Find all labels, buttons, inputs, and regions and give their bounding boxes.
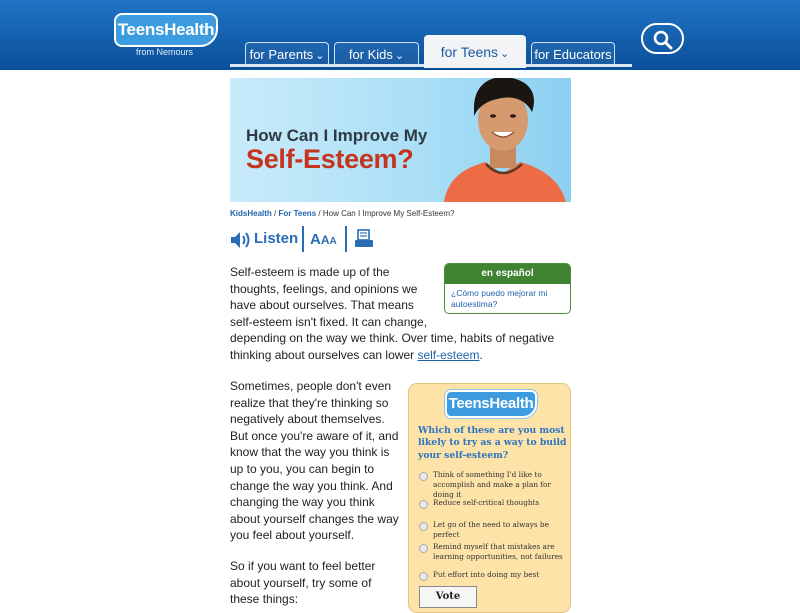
teen-photo [434, 78, 571, 202]
vote-button[interactable]: Vote [419, 586, 477, 608]
breadcrumb-separator: / [274, 209, 277, 218]
radio-button[interactable] [419, 522, 428, 531]
breadcrumb-current: How Can I Improve My Self-Esteem? [322, 209, 455, 218]
spanish-heading: en español [445, 264, 570, 284]
listen-label: Listen [254, 230, 299, 247]
teenshealth-logo[interactable]: TeensHealth [114, 13, 218, 47]
poll-option-label: Think of something I'd like to accomplish and make a plan for doing it [433, 470, 551, 499]
tab-for-parents[interactable] [245, 42, 329, 66]
poll-teenshealth-logo: TeensHealth [445, 390, 537, 418]
tool-divider [302, 226, 304, 252]
article-paragraph-3: So if you want to feel better about yourself, try some of these things: [230, 559, 376, 607]
chevron-down-icon: ⌄ [500, 48, 510, 60]
text-size-small: A [329, 236, 337, 247]
search-button[interactable] [641, 23, 684, 54]
tool-divider [345, 226, 347, 252]
hero-title-line1: How Can I Improve My [246, 126, 428, 145]
spanish-article-link[interactable]: ¿Cómo puedo mejorar mi autoestima? [451, 288, 548, 309]
site-header [0, 0, 800, 70]
text-size-button[interactable] [310, 231, 337, 249]
paragraph-text-end: . [479, 347, 483, 362]
breadcrumb-kidshealth[interactable]: KidsHealth [230, 209, 272, 218]
tab-label: for Educators [534, 47, 612, 62]
tab-for-teens[interactable] [424, 35, 526, 68]
poll-option-label: Reduce self-critical thoughts [433, 498, 540, 507]
tab-label: for Kids [348, 47, 393, 62]
radio-button[interactable] [419, 544, 428, 553]
radio-button[interactable] [419, 472, 428, 481]
breadcrumb-for-teens[interactable]: For Teens [278, 209, 317, 218]
text-size-large: A [310, 231, 321, 248]
search-icon [653, 30, 673, 50]
text-size-medium: A [320, 233, 330, 247]
chevron-down-icon: ⌄ [315, 50, 325, 62]
radio-button[interactable] [419, 572, 428, 581]
poll-box [408, 383, 571, 613]
speaker-icon [229, 230, 251, 250]
poll-option-label: Put effort into doing my best [433, 570, 540, 579]
spanish-box [444, 263, 571, 314]
chevron-down-icon: ⌄ [394, 50, 405, 62]
self-esteem-link[interactable]: self-esteem [417, 347, 480, 362]
tab-for-kids[interactable] [334, 42, 419, 66]
paragraph-text: Self-esteem is made up of the thoughts, feelings, and opinions we have about ourselves. That means self-esteem isn't fixed. It can change, depending on the way we think. Over time, habits of negative thinking about ourselves can lower [230, 265, 555, 362]
breadcrumb-separator: / [318, 209, 321, 218]
logo-subtitle: from Nemours [136, 47, 194, 57]
poll-option-label: Remind myself that mistakes are learning opportunities, not failures [433, 542, 563, 561]
poll-question: Which of these are you most likely to try as a way to build your self-esteem? [418, 425, 567, 461]
poll-option-label: Let go of the need to always be perfect [433, 520, 549, 539]
hero-title-line2: Self-Esteem? [246, 144, 414, 174]
tab-label: for Parents [249, 47, 314, 62]
radio-button[interactable] [419, 500, 428, 509]
listen-button[interactable] [229, 228, 299, 250]
article-paragraph-2: Sometimes, people don't even realize that they're thinking so negatively about themselves. But once you're aware of it, and know that the way you think is up to you, you can begin to change the way you think. And changing the way you think about yourself changes the way you feel about yourself. [230, 379, 399, 543]
tab-label: for Teens [440, 44, 499, 60]
print-icon[interactable] [354, 229, 374, 249]
hero-banner [230, 78, 571, 202]
breadcrumb [230, 209, 454, 218]
tab-for-educators[interactable] [531, 42, 615, 66]
